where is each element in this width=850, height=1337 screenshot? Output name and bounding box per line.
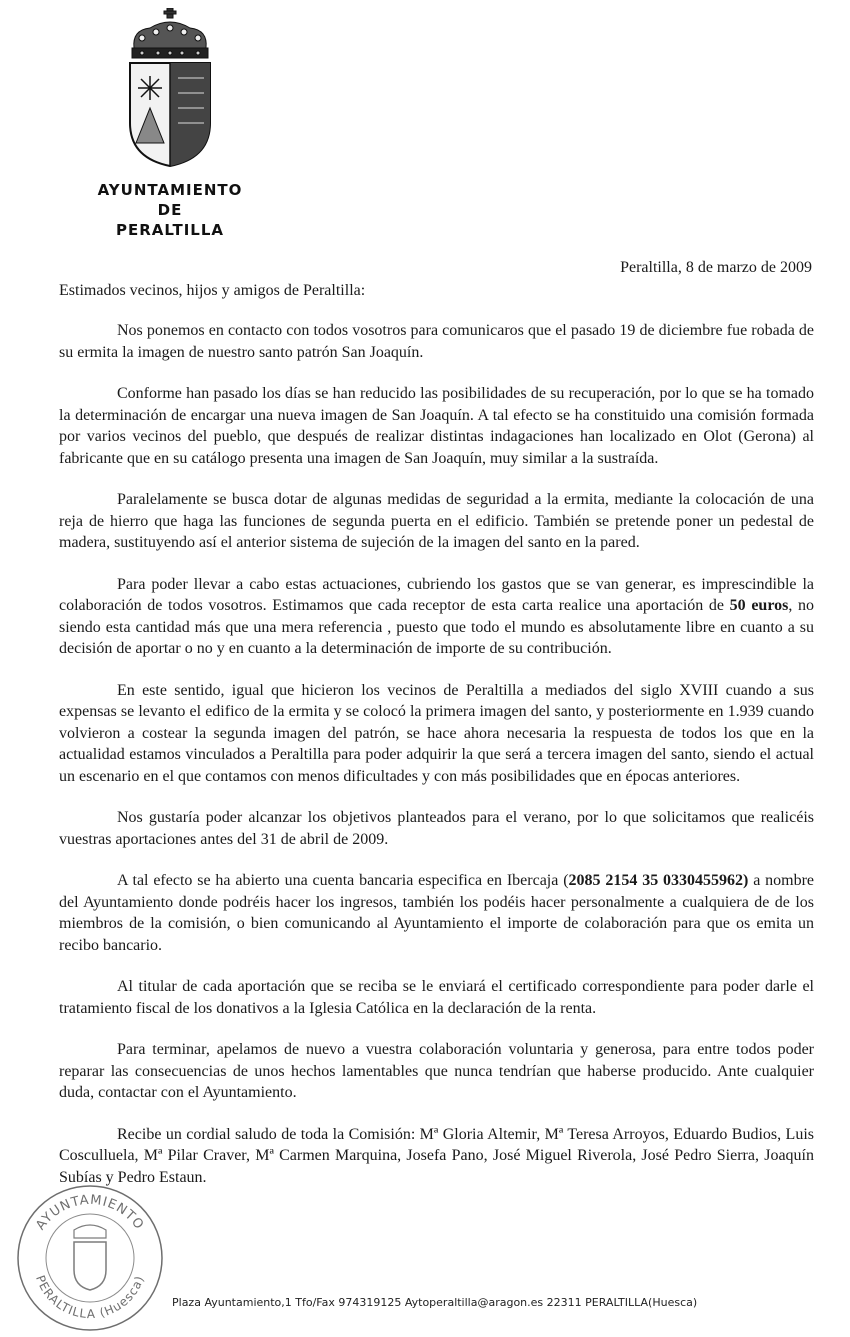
paragraph-text: A tal efecto se ha abierto una cuenta bancaria especifica en Ibercaja ( (117, 872, 569, 889)
svg-text:PERALTILLA (Huesca) (33, 1273, 147, 1321)
bank-account-number: 2085 2154 35 0330455962) (568, 872, 749, 889)
stamp-text-top: AYUNTAMIENTO (33, 1192, 147, 1233)
paragraph: Para terminar, apelamos de nuevo a vuestra colaboración voluntaria y generosa, para entre todos poder reparar las consecuencias de unos hechos lamentables que nunca tendrían que haberse producido. Ante cualquier duda, contactar con el Ayuntamiento. (59, 1041, 814, 1101)
official-stamp (12, 1180, 167, 1335)
paragraph-text: Para poder llevar a cabo estas actuaciones, cubriendo los gastos que se van generar, es imprescindible la colaboración de todos vosotros. Estimamos que cada receptor de esta carta realice una aportación de (59, 575, 814, 614)
paragraph: Conforme han pasado los días se han reducido las posibilidades de su recuperación, por lo que se ha tomado la determinación de encargar una nueva imagen de San Joaquín. A tal efecto se ha constituido una comisión formada por varios vecinos del pueblo, que después de realizar distintas indagaciones han localizado en Olot (Gerona) al fabricante que en su catálogo presenta una imagen de San Joaquín, muy similar a la sustraída. (59, 385, 814, 467)
paragraph: En este sentido, igual que hicieron los vecinos de Peraltilla a mediados del siglo XVIII cuando a sus expensas se levanto el edifico de la ermita y se colocó la primera imagen del santo, y posteriormente en 1.939 cuando volvieron a costear la segunda imagen del patrón, se hace ahora necesaria la respuesta de todos los que en la actualidad estamos vinculados a Peraltilla para poder adquirir la que será a tercera imagen del santo, siendo el actual un escenario en el que contamos con menos dificultades y con más posibilidades que en épocas anteriores. (59, 681, 814, 785)
org-line-2: DE (157, 201, 183, 219)
paragraph: Nos ponemos en contacto con todos vosotros para comunicaros que el pasado 19 de diciembre fue robada de su ermita la imagen de nuestro santo patrón San Joaquín. (59, 322, 814, 361)
paragraph (59, 870, 814, 956)
paragraph-text: a nombre del Ayuntamiento donde podréis hacer los ingresos, también los podéis hacer personalmente a cualquiera de de los miembros de la comisión, o bien comunicando al Ayuntamiento el importe de colaboración para que os emita un recibo bancario. (59, 872, 815, 954)
letter-date: Peraltilla, 8 de marzo de 2009 (620, 259, 812, 276)
stamp-text-bottom: PERALTILLA (Huesca) (33, 1273, 147, 1322)
contribution-amount: 50 euros (729, 597, 789, 614)
letter-body (59, 320, 814, 1208)
paragraph: Al titular de cada aportación que se reciba se le enviará el certificado correspondiente para poder darle el tratamiento fiscal de los donativos a la Iglesia Católica en la declaración de la renta. (59, 978, 814, 1017)
org-line-1: AYUNTAMIENTO (97, 181, 243, 199)
paragraph (59, 574, 814, 660)
paragraph-text: , no siendo esta cantidad más que una mera referencia , puesto que todo el mundo es absolutamente libre en cuanto a su decisión de aportar o no y en cuanto a la determinación de importe de su contribución. (59, 597, 815, 657)
organization-name (90, 180, 250, 240)
org-line-3: PERALTILLA (115, 221, 224, 239)
closing-signatories: Recibe un cordial saludo de toda la Comisión: Mª Gloria Altemir, Mª Teresa Arroyos, Eduardo Budios, Luis Cosculluela, Mª Pilar Craver, Mª Carmen Marquina, Josefa Pano, José Miguel Riverola, José Pedro Sierra, Joaquín Subías y Pedro Estaun. (59, 1125, 814, 1186)
paragraph: Paralelamente se busca dotar de algunas medidas de seguridad a la ermita, mediante la colocación de una reja de hierro que haga las funciones de segunda puerta en el edificio. También se pretende poner un pedestal de madera, sustituyendo así el anterior sistema de sujeción de la imagen del santo en la pared. (59, 491, 814, 551)
coat-of-arms-logo (120, 8, 220, 168)
salutation: Estimados vecinos, hijos y amigos de Peraltilla: (59, 282, 366, 299)
paragraph: Nos gustaría poder alcanzar los objetivos planteados para el verano, por lo que solicitamos que realicéis vuestras aportaciones antes del 31 de abril de 2009. (59, 809, 814, 848)
footer-address: Plaza Ayuntamiento,1 Tfo/Fax 974319125 Aytoperaltilla@aragon.es 22311 PERALTILLA(Huesca) (172, 1296, 698, 1309)
